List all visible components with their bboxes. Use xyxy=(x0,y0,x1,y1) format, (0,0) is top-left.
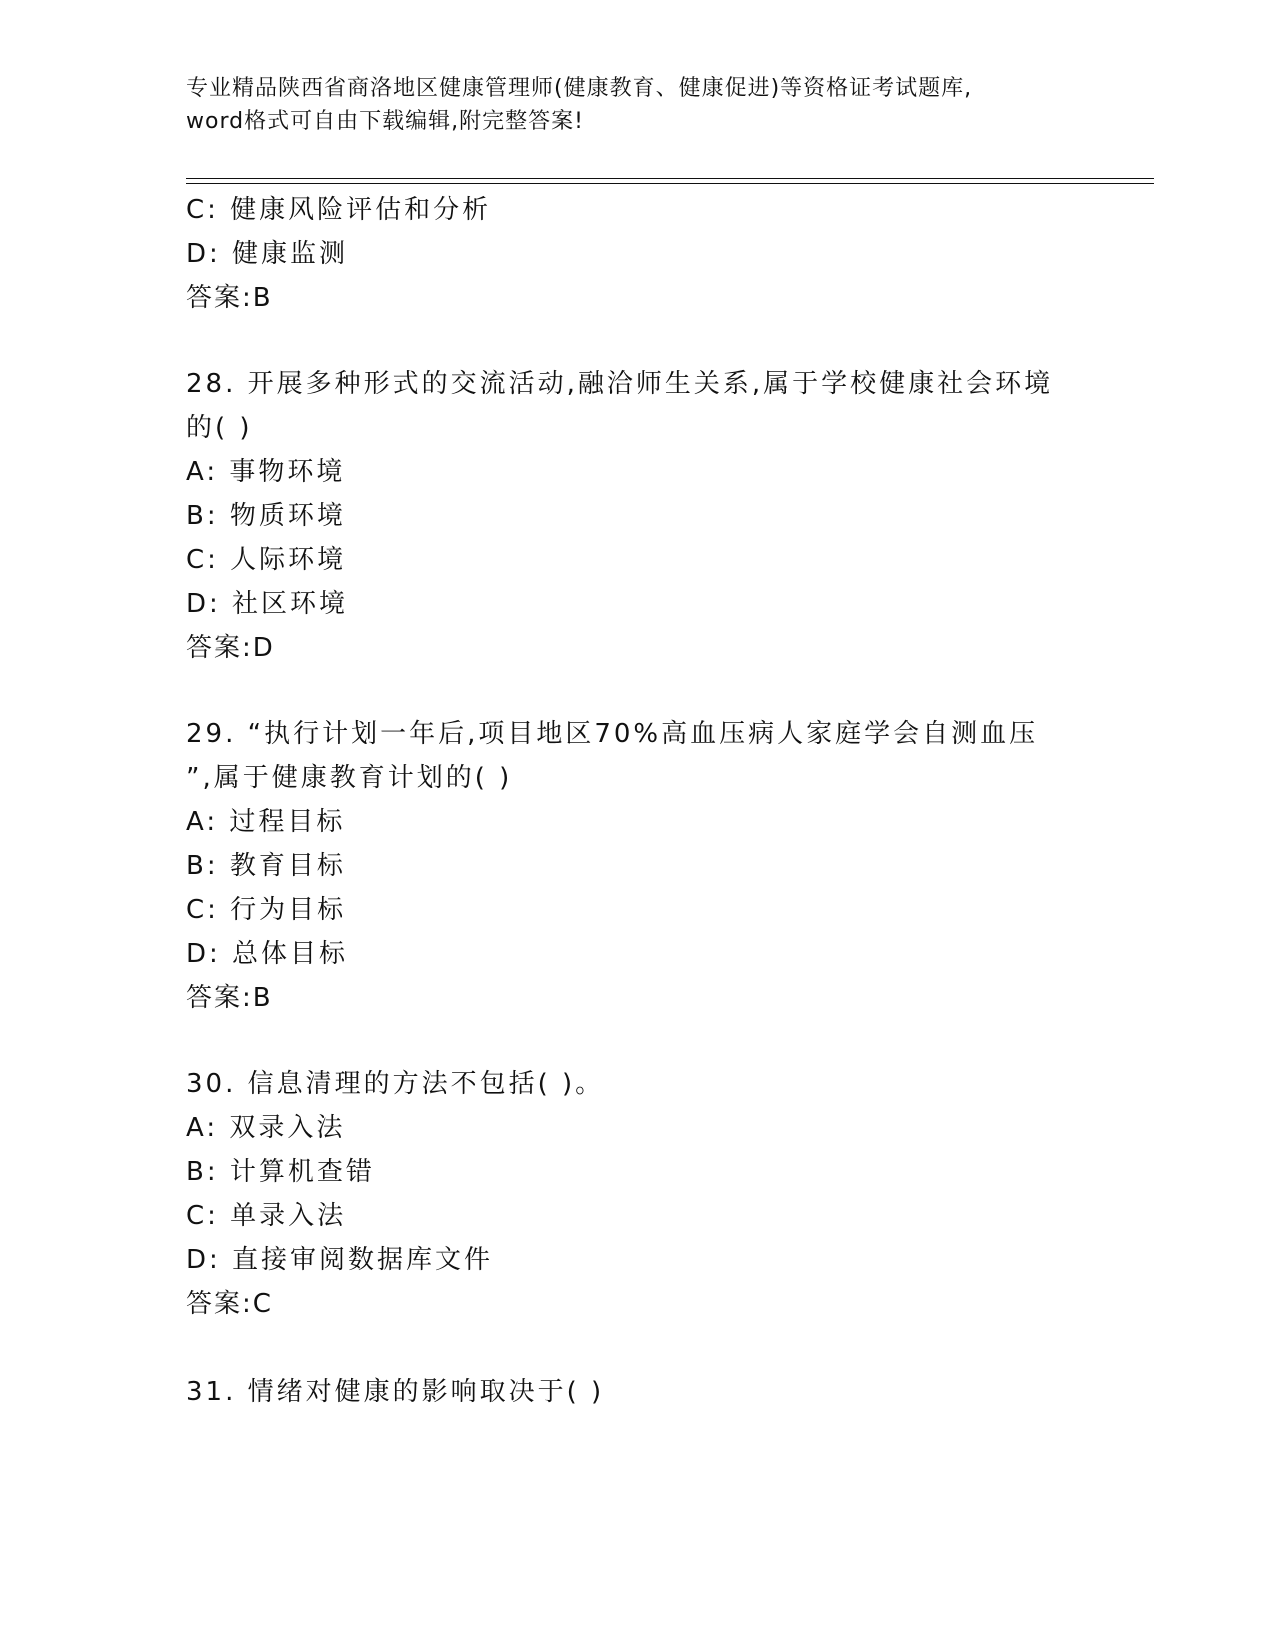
header-line-1: 专业精品陕西省商洛地区健康管理师(健康教育、健康促进)等资格证考试题库, xyxy=(186,76,973,101)
q29-option-c: C: 行为目标 xyxy=(186,895,347,925)
q29-option-b: B: 教育目标 xyxy=(186,851,346,881)
q28-option-b: B: 物质环境 xyxy=(186,501,346,531)
q27-option-c: C: 健康风险评估和分析 xyxy=(186,195,492,225)
q29-option-a: A: 过程目标 xyxy=(186,807,346,837)
q28-option-d: D: 社区环境 xyxy=(186,589,349,619)
q30-option-a: A: 双录入法 xyxy=(186,1113,346,1143)
q28-stem-line-1: 28. 开展多种形式的交流活动,融洽师生关系,属于学校健康社会环境 xyxy=(186,369,1054,399)
q29-answer: 答案:B xyxy=(186,983,273,1013)
q27-answer: 答案:B xyxy=(186,283,273,313)
q28-stem-line-2: 的( ) xyxy=(186,413,253,443)
q28-option-a: A: 事物环境 xyxy=(186,457,346,487)
header-divider-top xyxy=(186,178,1154,179)
header-divider-bottom xyxy=(186,183,1154,184)
q30-option-d: D: 直接审阅数据库文件 xyxy=(186,1245,494,1275)
header-line-2: word格式可自由下载编辑,附完整答案! xyxy=(186,109,584,134)
q27-option-d: D: 健康监测 xyxy=(186,239,349,269)
q29-stem-line-1: 29. “执行计划一年后,项目地区70%高血压病人家庭学会自测血压 xyxy=(186,719,1039,749)
q30-option-b: B: 计算机查错 xyxy=(186,1157,375,1187)
q30-answer: 答案:C xyxy=(186,1289,273,1319)
q29-stem-line-2: ”,属于健康教育计划的( ) xyxy=(186,763,513,793)
q29-option-d: D: 总体目标 xyxy=(186,939,349,969)
q28-answer: 答案:D xyxy=(186,633,275,663)
q31-stem: 31. 情绪对健康的影响取决于( ) xyxy=(186,1377,605,1407)
q28-option-c: C: 人际环境 xyxy=(186,545,347,575)
document-header xyxy=(186,72,1066,138)
q30-option-c: C: 单录入法 xyxy=(186,1201,347,1231)
q30-stem: 30. 信息清理的方法不包括( )。 xyxy=(186,1069,605,1099)
